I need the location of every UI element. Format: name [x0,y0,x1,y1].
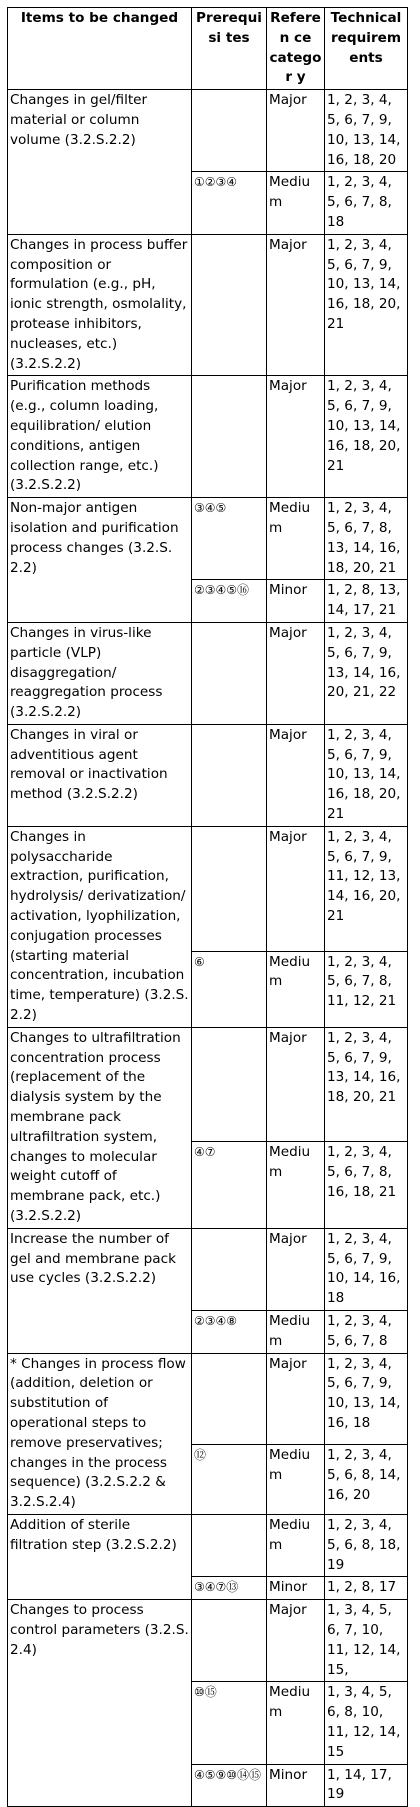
table-row [8,826,408,951]
category-cell: Mediu m [267,172,325,234]
prerequisite-cell [192,90,267,172]
technical-requirements-cell: 1, 2, 3, 4, 5, 6, 7, 9, 13, 14, 16, 18, 20, 21 [325,1027,408,1141]
technical-requirements-cell: 1, 2, 3, 4, 5, 6, 7, 9, 10, 13, 14, 16, 18, 20 [325,90,408,172]
technical-requirements-cell: 1, 2, 3, 4, 5, 6, 7, 9, 10, 13, 14, 16, 18 [325,1353,408,1445]
prerequisite-cell: ⑥ [192,951,267,1027]
prerequisite-cell [192,1353,267,1445]
category-cell: Mediu m [267,498,325,580]
prerequisite-cell [192,724,267,826]
technical-requirements-cell: 1, 2, 3, 4, 5, 6, 7, 9, 13, 14, 16, 20, 21, 22 [325,622,408,724]
technical-requirements-cell: 1, 2, 8, 13, 14, 17, 21 [325,580,408,623]
table-row [8,1600,408,1682]
category-cell: Mediu m [267,951,325,1027]
prerequisite-cell: ⑩⑮ [192,1682,267,1764]
technical-requirements-cell: 1, 2, 3, 4, 5, 6, 7, 8, 13, 14, 16, 18, 20, 21 [325,498,408,580]
technical-requirements-cell: 1, 2, 3, 4, 5, 6, 7, 8 [325,1311,408,1354]
technical-requirements-cell: 1, 2, 3, 4, 5, 6, 8, 14, 16, 20 [325,1445,408,1515]
header-category: Referen ce categor y [267,8,325,90]
technical-requirements-cell: 1, 2, 8, 17 [325,1577,408,1600]
table-row [8,90,408,172]
technical-requirements-cell: 1, 2, 3, 4, 5, 6, 7, 9, 10, 13, 14, 16, 18, 20, 21 [325,234,408,376]
prerequisite-cell: ④⑤⑨⑩⑭⑮ [192,1764,267,1807]
table-row [8,1514,408,1576]
prerequisite-cell: ④⑦ [192,1142,267,1229]
item-cell: Changes in gel/filter material or column volume (3.2.S.2.2) [8,90,192,235]
technical-requirements-cell: 1, 3, 4, 5, 6, 7, 10, 11, 12, 14, 15, [325,1600,408,1682]
category-cell: Minor [267,1764,325,1807]
prerequisite-cell [192,1514,267,1576]
table-row [8,376,408,498]
category-cell: Major [267,1600,325,1682]
header-prerequisites: Prerequisi tes [192,8,267,90]
category-cell: Mediu m [267,1514,325,1576]
technical-requirements-cell: 1, 2, 3, 4, 5, 6, 7, 8, 18 [325,172,408,234]
technical-requirements-cell: 1, 2, 3, 4, 5, 6, 7, 8, 16, 18, 21 [325,1142,408,1229]
technical-requirements-cell: 1, 2, 3, 4, 5, 6, 7, 9, 10, 13, 14, 16, 18, 20, 21 [325,724,408,826]
prerequisite-cell: ③④⑦⑬ [192,1577,267,1600]
table-row [8,498,408,580]
item-cell: Increase the number of gel and membrane pack use cycles (3.2.S.2.2) [8,1228,192,1353]
prerequisite-cell [192,1228,267,1310]
category-cell: Minor [267,1577,325,1600]
technical-requirements-cell: 1, 2, 3, 4, 5, 6, 8, 18, 19 [325,1514,408,1576]
header-items: Items to be changed [8,8,192,90]
table-row [8,1353,408,1445]
item-cell: Changes to process control parameters (3.2.S. 2.4) [8,1600,192,1807]
item-cell: Addition of sterile filtration step (3.2.S.2.2) [8,1514,192,1599]
category-cell: Mediu m [267,1311,325,1354]
category-cell: Major [267,826,325,951]
header-technical: Technical requirem ents [325,8,408,90]
prerequisite-cell [192,1027,267,1141]
technical-requirements-cell: 1, 3, 4, 5, 6, 8, 10, 11, 12, 14, 15 [325,1682,408,1764]
item-cell: * Changes in process flow (addition, deletion or substitution of operational steps to remove preservatives; changes in the process sequence) (3.2.S.2.2 & 3.2.S.2.4) [8,1353,192,1514]
category-cell: Major [267,1353,325,1445]
category-cell: Mediu m [267,1142,325,1229]
category-cell: Major [267,90,325,172]
technical-requirements-cell: 1, 2, 3, 4, 5, 6, 7, 9, 10, 14, 16, 18 [325,1228,408,1310]
header-row [8,8,408,90]
table-row [8,1228,408,1310]
prerequisite-cell [192,622,267,724]
table-body [8,90,408,1807]
prerequisite-cell [192,826,267,951]
prerequisite-cell [192,1600,267,1682]
item-cell: Purification methods (e.g., column loading, equilibration/ elution conditions, antigen collection range, etc.) (3.2.S.2.2) [8,376,192,498]
change-requirements-table [7,7,408,1807]
prerequisite-cell: ③④⑤ [192,498,267,580]
item-cell: Changes in process buffer composition or formulation (e.g., pH, ionic strength, osmolality, protease inhibitors, nucleases, etc.) (3.2.S.2.2) [8,234,192,376]
prerequisite-cell [192,376,267,498]
item-cell: Changes to ultrafiltration concentration process (replacement of the dialysis system by the membrane pack ultrafiltration system, changes to molecular weight cutoff of membrane pack, etc.) (3.2.S.2.2) [8,1027,192,1228]
prerequisite-cell: ⑫ [192,1445,267,1515]
technical-requirements-cell: 1, 14, 17, 19 [325,1764,408,1807]
item-cell: Changes in virus-like particle (VLP) disaggregation/ reaggregation process (3.2.S.2.2) [8,622,192,724]
item-cell: Changes in viral or adventitious agent removal or inactivation method (3.2.S.2.2) [8,724,192,826]
prerequisite-cell: ②③④⑧ [192,1311,267,1354]
table-row [8,622,408,724]
prerequisite-cell: ①②③④ [192,172,267,234]
prerequisite-cell: ②③④⑤⑯ [192,580,267,623]
category-cell: Major [267,724,325,826]
category-cell: Major [267,1027,325,1141]
item-cell: Changes in polysaccharide extraction, purification, hydrolysis/ derivatization/ activation, lyophilization, conjugation processes (starting material concentration, incubation time, temperature) (3.2.S. 2.2) [8,826,192,1027]
table-row [8,1027,408,1141]
category-cell: Major [267,622,325,724]
category-cell: Minor [267,580,325,623]
technical-requirements-cell: 1, 2, 3, 4, 5, 6, 7, 9, 11, 12, 13, 14, 16, 20, 21 [325,826,408,951]
category-cell: Mediu m [267,1445,325,1515]
table-row [8,724,408,826]
technical-requirements-cell: 1, 2, 3, 4, 5, 6, 7, 8, 11, 12, 21 [325,951,408,1027]
category-cell: Mediu m [267,1682,325,1764]
table-row [8,234,408,376]
category-cell: Major [267,376,325,498]
technical-requirements-cell: 1, 2, 3, 4, 5, 6, 7, 9, 10, 13, 14, 16, 18, 20, 21 [325,376,408,498]
category-cell: Major [267,234,325,376]
item-cell: Non-major antigen isolation and purification process changes (3.2.S. 2.2) [8,498,192,623]
prerequisite-cell [192,234,267,376]
category-cell: Major [267,1228,325,1310]
